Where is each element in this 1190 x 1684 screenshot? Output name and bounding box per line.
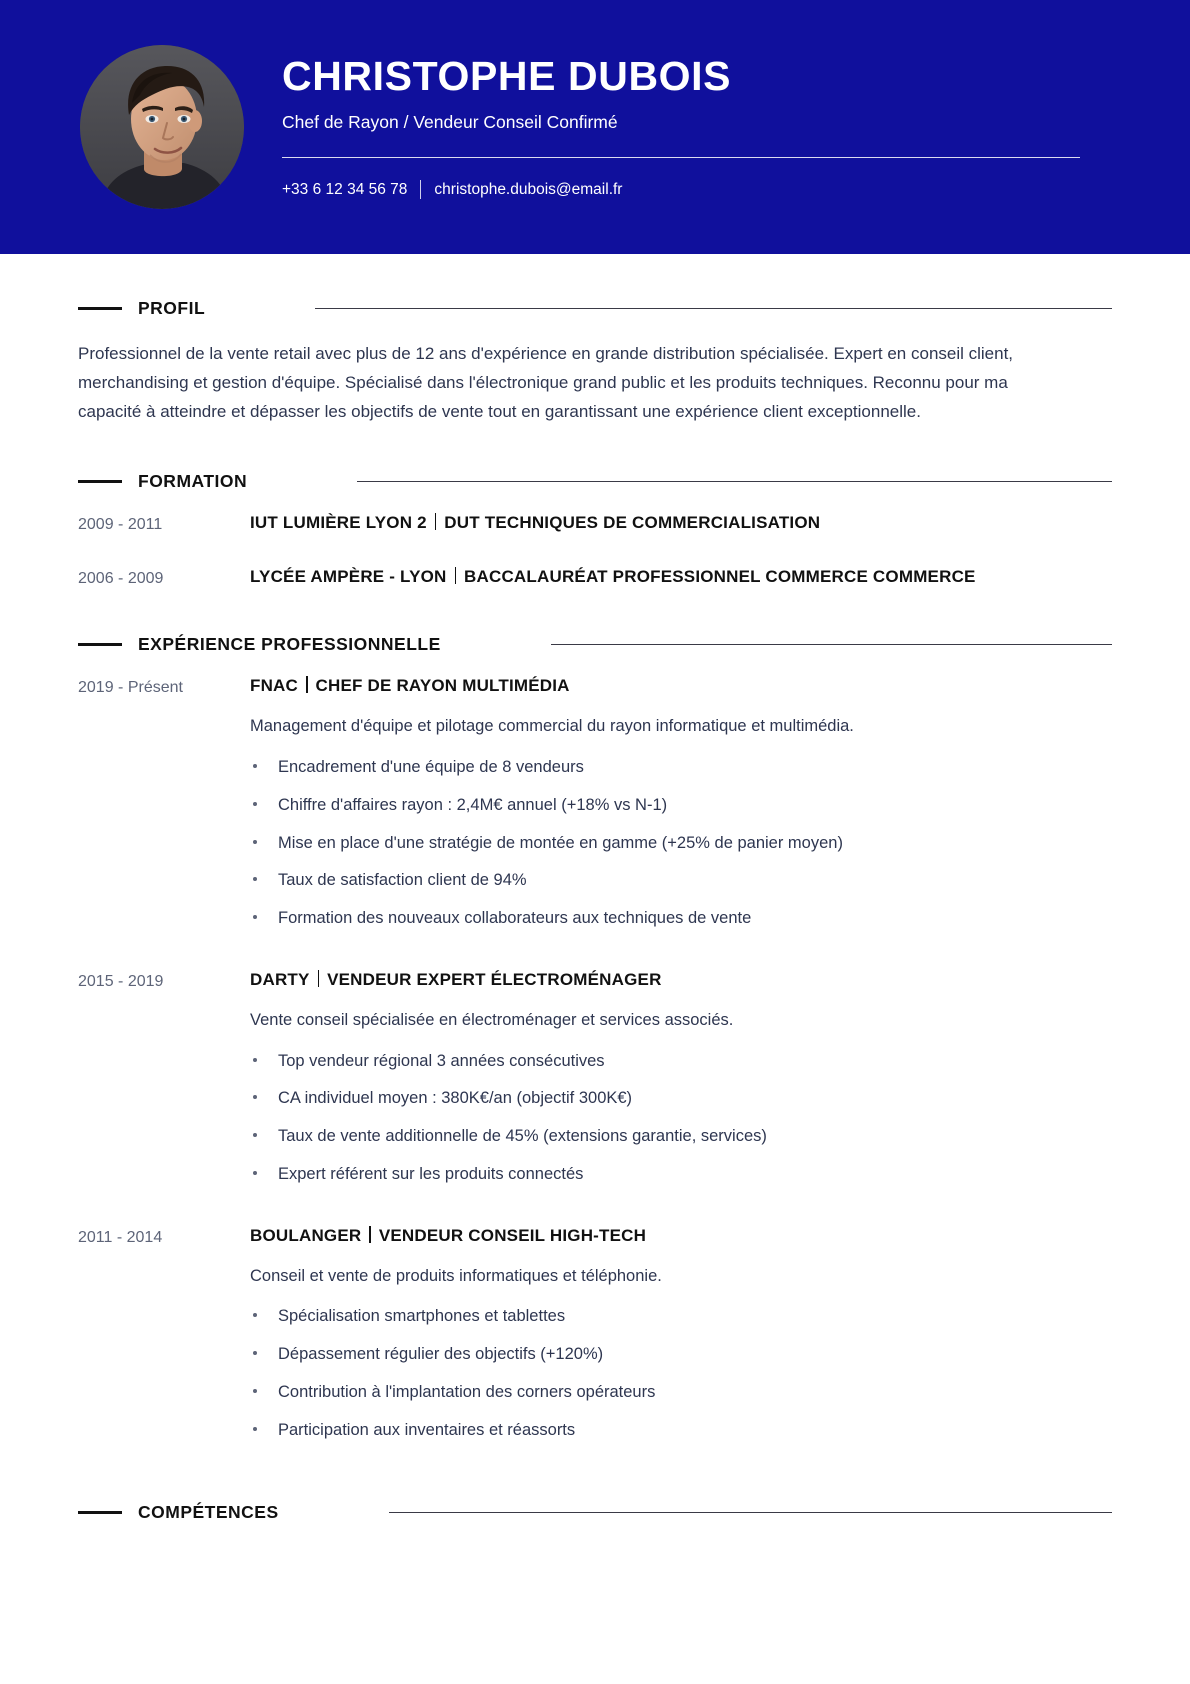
- experience-description: Conseil et vente de produits informatiques et téléphonie.: [250, 1266, 662, 1285]
- experience-company: BOULANGER: [250, 1225, 362, 1245]
- section-header-profil: [78, 298, 1112, 319]
- section-rule: [357, 481, 1112, 482]
- profil-text: Professionnel de la vente retail avec plus de 12 ans d'expérience en grande distribution spécialisée. Expert en conseil client, merchandising et gestion d'équipe. Spécialisé dans l'électronique grand public et les produits techniques. Reconnu pour ma capacité à atteindre et dépasser les objectifs de vente tout en garantissant une expérience client exceptionnelle.: [78, 344, 1014, 422]
- section-rule: [315, 308, 1112, 309]
- experience-role: VENDEUR EXPERT ÉLECTROMÉNAGER: [327, 969, 662, 989]
- title-separator: [318, 970, 320, 987]
- experience-entry: [78, 675, 1112, 930]
- header-text-block: [282, 52, 1190, 199]
- list-item: Taux de vente additionnelle de 45% (extensions garantie, services): [250, 1124, 1112, 1149]
- experience-entry: [78, 1225, 1112, 1443]
- email-address[interactable]: christophe.dubois@email.fr: [434, 180, 623, 198]
- title-separator: [306, 676, 308, 693]
- experience-role: CHEF DE RAYON MULTIMÉDIA: [315, 676, 570, 696]
- list-item: Encadrement d'une équipe de 8 vendeurs: [250, 755, 1112, 780]
- section-title-experience: EXPÉRIENCE PROFESSIONNELLE: [138, 634, 441, 655]
- list-item: Expert référent sur les produits connectés: [250, 1162, 1112, 1187]
- list-item: Spécialisation smartphones et tablettes: [250, 1304, 1112, 1329]
- experience-description: Management d'équipe et pilotage commercial du rayon informatique et multimédia.: [250, 717, 854, 736]
- section-dash-icon: [78, 1511, 122, 1514]
- list-item: Dépassement régulier des objectifs (+120%): [250, 1342, 1112, 1367]
- experience-date: 2015 - 2019: [78, 972, 164, 990]
- list-item: Taux de satisfaction client de 94%: [250, 868, 1112, 893]
- experience-title: [250, 675, 1112, 698]
- experience-role: VENDEUR CONSEIL HIGH-TECH: [378, 1225, 647, 1245]
- experience-date: 2019 - Présent: [78, 679, 183, 697]
- formation-entry: [78, 566, 1112, 590]
- formation-entry: [78, 512, 1112, 536]
- experience-company: DARTY: [250, 969, 310, 989]
- section-title-competences: COMPÉTENCES: [138, 1502, 279, 1523]
- phone-number[interactable]: +33 6 12 34 56 78: [282, 180, 408, 198]
- list-item: Formation des nouveaux collaborateurs aux techniques de vente: [250, 906, 1112, 931]
- experience-list: [78, 675, 1112, 1442]
- list-item: CA individuel moyen : 380K€/an (objectif 300K€): [250, 1086, 1112, 1111]
- section-dash-icon: [78, 480, 122, 483]
- experience-bullets: [250, 1049, 1112, 1187]
- contact-separator: [420, 180, 421, 199]
- avatar: [80, 45, 244, 209]
- experience-entry: [78, 969, 1112, 1187]
- list-item: Contribution à l'implantation des corners opérateurs: [250, 1380, 1112, 1405]
- list-item: Chiffre d'affaires rayon : 2,4M€ annuel (+18% vs N-1): [250, 793, 1112, 818]
- section-header-experience: [78, 634, 1112, 655]
- formation-date: 2009 - 2011: [78, 515, 163, 533]
- experience-bullets: [250, 755, 1112, 931]
- experience-date: 2011 - 2014: [78, 1228, 163, 1246]
- section-rule: [389, 1512, 1112, 1513]
- formation-school: IUT LUMIÈRE LYON 2: [250, 512, 427, 532]
- experience-title: [250, 1225, 1112, 1248]
- job-title: Chef de Rayon / Vendeur Conseil Confirmé: [282, 112, 618, 133]
- formation-title: [250, 512, 1112, 535]
- section-title-profil: PROFIL: [138, 298, 206, 318]
- list-item: Participation aux inventaires et réassorts: [250, 1418, 1112, 1443]
- title-separator: [455, 567, 457, 584]
- list-item: Mise en place d'une stratégie de montée en gamme (+25% de panier moyen): [250, 831, 1112, 856]
- experience-bullets: [250, 1304, 1112, 1442]
- header-divider: [282, 157, 1080, 158]
- portrait-photo-icon: [80, 45, 244, 209]
- formation-list: [78, 512, 1112, 591]
- experience-description: Vente conseil spécialisée en électroménager et services associés.: [250, 1010, 734, 1029]
- resume-header: [0, 0, 1190, 254]
- section-rule: [551, 644, 1112, 645]
- formation-title: [250, 566, 1112, 589]
- page-title: CHRISTOPHE DUBOIS: [282, 52, 732, 99]
- experience-company: FNAC: [250, 676, 299, 696]
- formation-school: LYCÉE AMPÈRE - LYON: [250, 567, 447, 587]
- section-header-competences: [78, 1502, 1112, 1523]
- section-title-formation: FORMATION: [138, 470, 248, 491]
- section-header-formation: [78, 471, 1112, 492]
- title-separator: [369, 1226, 371, 1243]
- title-separator: [435, 513, 437, 530]
- formation-degree: BACCALAURÉAT PROFESSIONNEL COMMERCE COMMERCE: [464, 567, 976, 587]
- section-dash-icon: [78, 307, 122, 310]
- list-item: Top vendeur régional 3 années consécutives: [250, 1049, 1112, 1074]
- formation-date: 2006 - 2009: [78, 570, 164, 588]
- formation-degree: DUT TECHNIQUES DE COMMERCIALISATION: [444, 512, 821, 532]
- contact-line: [282, 180, 1080, 199]
- section-dash-icon: [78, 643, 122, 646]
- experience-title: [250, 969, 1112, 992]
- resume-body: [0, 298, 1190, 1523]
